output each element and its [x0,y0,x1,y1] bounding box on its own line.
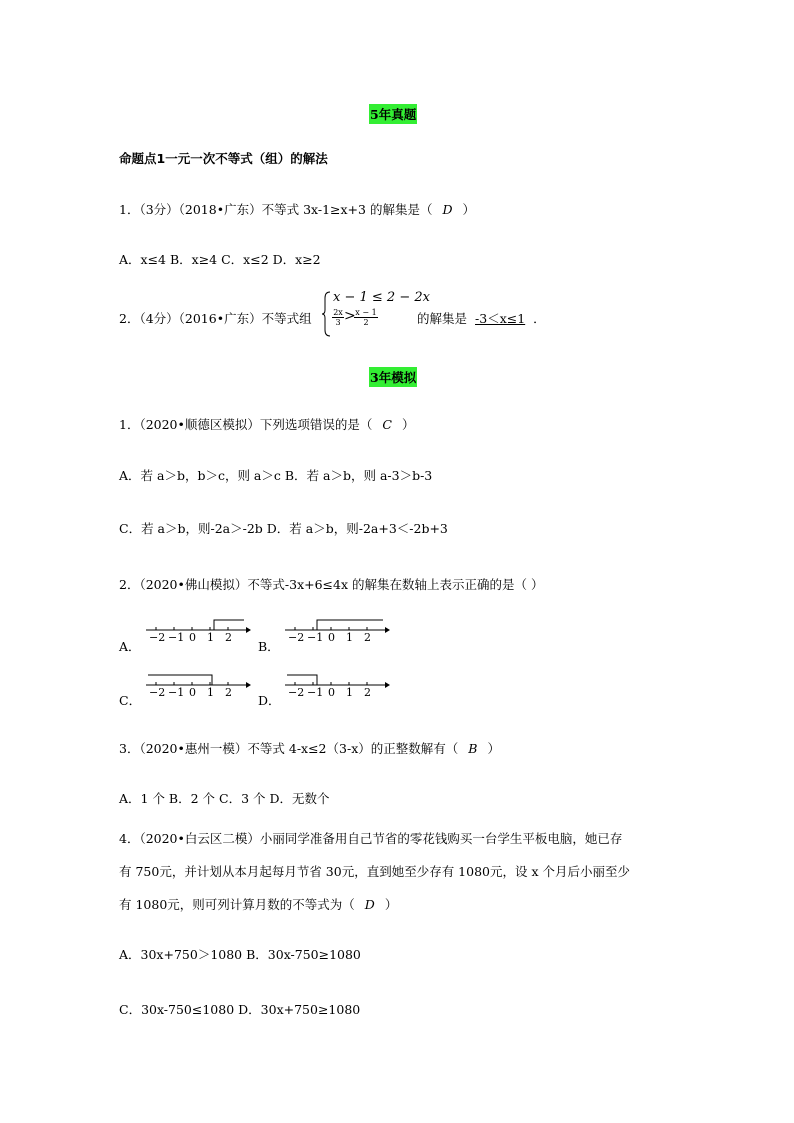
numberline-a [144,618,254,648]
tick-label: 1 [207,686,214,699]
mock-question-4-options-ab: A．30x+750＞1080 B．30x-750≥1080 [119,947,361,962]
tick-label: 2 [364,631,371,644]
tick-label: −1 [307,686,324,699]
tick-label: −1 [168,631,185,644]
option-b-label: B． [258,639,280,654]
question-2-suffix [417,309,546,327]
frac-gt: > [344,308,356,324]
tick-label: 2 [364,686,371,699]
frac2-den: 2 [354,317,378,327]
tick-label: 0 [189,631,196,644]
question-2-answer: -3＜x≤1 [475,311,526,326]
tick-label: 1 [346,686,353,699]
tick-label: −1 [168,686,185,699]
mock-question-4-line-2: 有 750元，并计划从本月起每月节省 30元，直到她至少存有 1080元，设 x 个月后小丽至少 [119,864,630,879]
numberline-c [144,673,254,703]
mock-question-4-line-1: 4．（2020•白云区二模）小丽同学准备用自己节省的零花钱购买一台学生平板电脑，她已存 [119,831,623,846]
frac1-num: 2x [333,308,343,317]
mock-question-3-answer: B [468,741,478,756]
mock-question-4-options-cd: C．30x-750≤1080 D．30x+750≥1080 [119,1002,361,1017]
mock-question-4-close: ） [384,897,398,912]
question-1-text: 1．（3分）（2018•广东）不等式 3x-1≥x+3 的解集是（ [119,202,433,217]
question-1 [119,200,475,218]
frac2-num: x − 1 [355,308,377,317]
tick-label: 1 [346,631,353,644]
tick-label: 2 [225,631,232,644]
numberline-d [283,673,393,703]
tick-label: −2 [149,686,166,699]
frac1 [332,308,344,327]
tick-label: 0 [189,686,196,699]
numberline-b [283,618,393,648]
tick-label: −1 [307,631,324,644]
tick-label: 0 [328,631,335,644]
tick-label: 1 [207,631,214,644]
tick-label: 2 [225,686,232,699]
mock-question-4-answer: D [364,897,375,912]
tick-label: −2 [288,631,305,644]
tick-label: −2 [149,631,166,644]
section-title-5-years: 5年真题 [369,104,417,124]
mock-question-3-text: 3．（2020•惠州一模）不等式 4-x≤2（3-x）的正整数解有（ [119,741,459,756]
topic-heading: 命题点1一元一次不等式（组）的解法 [119,151,328,166]
mock-question-3-close: ） [487,741,500,756]
mock-question-4-line-3 [119,895,397,913]
tick-label: 0 [328,686,335,699]
option-c-label: C． [119,693,142,708]
mock-question-2: 2．（2020•佛山模拟）不等式-3x+6≤4x 的解集在数轴上表示正确的是（ ） [119,577,544,592]
question-1-answer: D [442,202,453,217]
mock-question-3 [119,739,500,757]
frac1-den: 3 [332,317,344,327]
mock-question-1-answer: C [382,417,392,432]
frac2 [354,308,378,327]
question-2-suffix-text: 的解集是 [417,311,468,326]
question-1-close: ） [462,202,475,217]
mock-question-1-options-cd: C．若 a＞b，则-2a＞-2b D．若 a＞b，则-2a+3＜-2b+3 [119,521,448,536]
option-a-label: A． [119,639,141,654]
question-1-options: A．x≤4 B．x≥4 C．x≤2 D．x≥2 [119,252,321,267]
mock-question-1-options-ab: A．若 a＞b，b＞c，则 a＞c B．若 a＞b，则 a-3＞b-3 [119,468,433,483]
section-title-3-years: 3年模拟 [369,367,417,387]
question-2-prefix: 2．（4分）（2016•广东）不等式组 [119,311,312,326]
option-d-label: D． [258,693,281,708]
question-2-end: ． [533,311,546,326]
mock-question-1 [119,415,414,433]
mock-question-3-options: A．1 个 B．2 个 C．3 个 D．无数个 [119,791,330,806]
system-line-1: x − 1 ≤ 2 − 2x [333,290,430,305]
mock-question-4-line-3-text: 有 1080元，则可列计算月数的不等式为（ [119,897,355,912]
tick-label: −2 [288,686,305,699]
mock-question-1-text: 1．（2020•顺德区模拟）下列选项错误的是（ [119,417,373,432]
mock-question-1-close: ） [401,417,415,432]
inequality-system [322,290,430,338]
